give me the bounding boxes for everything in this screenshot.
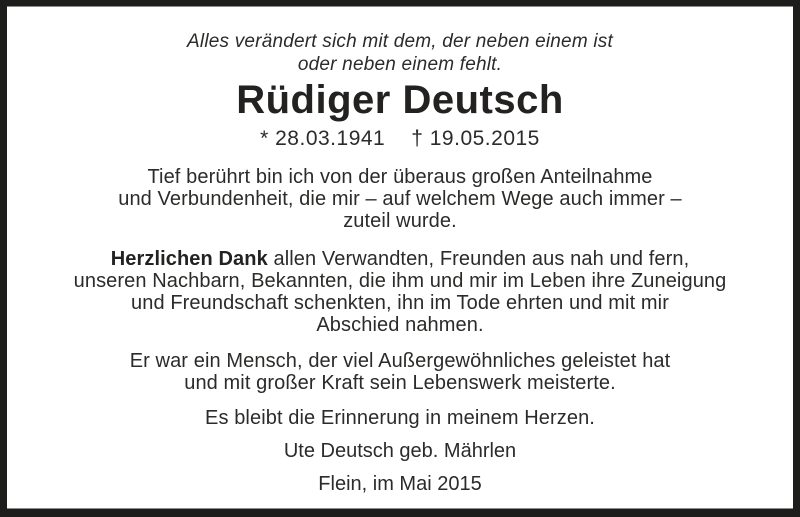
mourner-signature: Ute Deutsch geb. Mährlen [283,440,517,462]
thanks-line-4: Abschied nahmen. [316,314,484,336]
epigraph-line-1: Alles verändert sich mit dem, der neben einem ist [187,31,613,52]
thanks-line-1-rest: allen Verwandten, Freunden aus nah und fern, [273,248,690,270]
deceased-name: Rüdiger Deutsch [236,78,564,122]
thanks-paragraph [7,248,793,336]
tribute-paragraph [7,350,793,394]
thanks-line-1 [7,248,793,270]
epigraph [7,30,793,76]
tribute-line-1: Er war ein Mensch, der viel Außergewöhnliches geleistet hat [129,350,671,372]
birth-date: * 28.03.1941 [260,127,386,150]
obituary-card [7,6,793,509]
place-and-date: Flein, im Mai 2015 [318,473,482,495]
condolence-paragraph [7,166,793,232]
thanks-line-3: und Freundschaft schenkten, ihn im Tode ehrten und mit mir [131,292,669,314]
condolence-line-2: und Verbundenheit, die mir – auf welchem Wege auch immer – [118,188,682,210]
death-date: † 19.05.2015 [411,127,540,150]
thanks-bold-text: Herzlichen Dank [110,248,268,270]
life-dates [7,128,793,150]
condolence-line-1: Tief berührt bin ich von der überaus großen Anteilnahme [147,166,653,188]
epigraph-line-2: oder neben einem fehlt. [297,54,503,75]
tribute-line-2: und mit großer Kraft sein Lebenswerk meisterte. [184,372,616,394]
remembrance-line: Es bleibt die Erinnerung in meinem Herzen. [205,407,595,429]
condolence-line-3: zuteil wurde. [343,210,457,232]
thanks-line-2: unseren Nachbarn, Bekannten, die ihm und mir im Leben ihre Zuneigung [73,270,727,292]
